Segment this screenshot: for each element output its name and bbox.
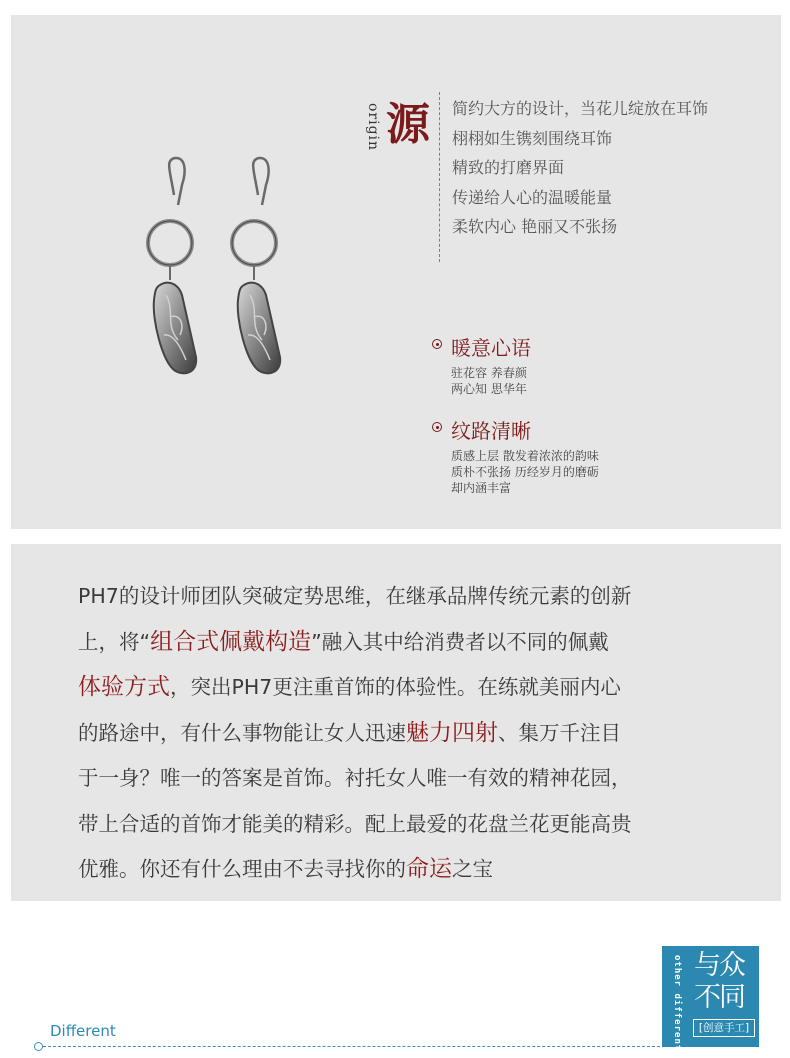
feature-desc-line: 驻花容 养春颜 (451, 366, 527, 380)
paragraph-line (78, 665, 738, 711)
paragraph-text: 带上合适的首饰才能美的精彩。配上最爱的花盘兰花更能高贵 (78, 811, 632, 836)
brand-vertical-text: other different (672, 955, 682, 1052)
feature-desc-line: 质朴不张扬 历经岁月的磨砺 (451, 465, 599, 479)
left-earring (148, 158, 196, 373)
origin-line: 简约大方的设计，当花儿绽放在耳饰 (452, 99, 709, 118)
origin-line: 栩栩如生镌刻围绕耳饰 (452, 128, 613, 148)
feature-desc-line: 却内涵丰富 (451, 481, 512, 495)
feature-description (451, 448, 599, 496)
paragraph-line (78, 756, 738, 802)
paragraph-text: 优雅。你还有什么理由不去寻找你的 (78, 857, 406, 881)
paragraph-line (78, 711, 738, 757)
feature-title: 暖意心语 (451, 336, 531, 360)
bullet-icon (432, 339, 442, 349)
feature-desc-line: 两心知 思华年 (451, 382, 527, 396)
highlight-text: 体验方式 (78, 674, 170, 700)
origin-line: 柔软内心 艳丽又不张扬 (452, 217, 618, 236)
origin-label: origin (365, 103, 381, 152)
origin-text (452, 94, 708, 242)
highlight-text: 命运 (406, 856, 452, 882)
paragraph-text: ”融入其中给消费者以不同的佩戴 (311, 629, 609, 654)
feature-description (451, 365, 527, 397)
paragraph-line (78, 847, 738, 893)
feature-title: 纹路清晰 (451, 419, 531, 443)
paragraph-line (78, 620, 738, 666)
footer-divider (38, 1046, 660, 1047)
brand-tag: [创意手工] (693, 1019, 755, 1037)
paragraph-text: ，突出PH7更注重首饰的体验性。在练就美丽内心 (170, 675, 621, 699)
earrings-image (130, 145, 300, 395)
paragraph-text: 的路途中，有什么事物能让女人迅速 (78, 720, 406, 745)
right-earring (232, 158, 280, 373)
highlight-text: 组合式佩戴构造 (150, 628, 312, 655)
paragraph-text: PH7的设计师团队突破定势思维，在继承品牌传统元素的创新 (78, 584, 632, 608)
paragraph-line (78, 802, 738, 848)
brand-row: 与众 (694, 950, 744, 981)
origin-character: 源 (386, 99, 430, 150)
brand-row: 不同 (694, 982, 744, 1013)
bullet-icon (432, 422, 442, 432)
brand-logo-text (694, 950, 756, 1014)
paragraph-line (78, 574, 738, 620)
origin-line: 传递给人心的温暖能量 (452, 187, 613, 207)
origin-line: 精致的打磨界面 (452, 158, 565, 177)
feature-desc-line: 质感上层 散发着浓浓的韵味 (451, 449, 599, 463)
paragraph-text: 上，将“ (78, 629, 151, 654)
highlight-text: 魅力四射 (406, 719, 498, 746)
paragraph-text: 于一身？唯一的答案是首饰。衬托女人唯一有效的精神花园， (78, 766, 632, 790)
origin-divider (439, 92, 440, 262)
footer-label: Different (50, 1022, 116, 1040)
paragraph-text: 、集万千注目 (498, 720, 621, 745)
paragraph-text: 之宝 (452, 857, 493, 881)
footer-dot-icon (34, 1042, 43, 1051)
brand-paragraph (78, 574, 738, 893)
